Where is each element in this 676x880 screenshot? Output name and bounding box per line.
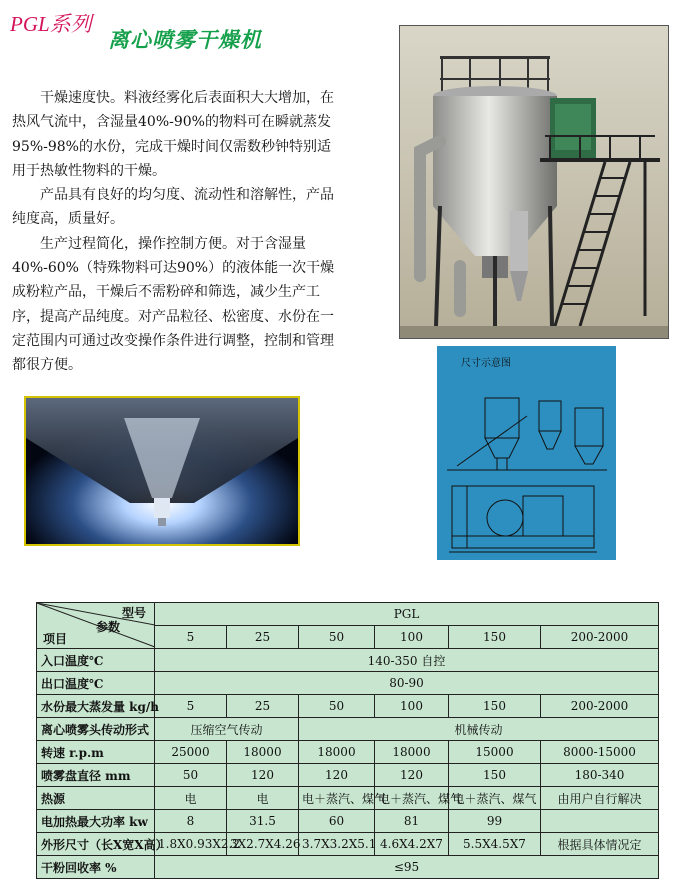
table-cell: 5: [155, 695, 227, 718]
diagram-title: 尺寸示意图: [461, 358, 511, 369]
description-paragraph: 干燥速度快。料液经雾化后表面积大大增加，在热风气流中，含湿量40%-90%的物料可在瞬就蒸发95%-98%的水份，完成干燥时间仅需数秒钟特别适用于热敏性物料的干燥。: [12, 90, 334, 179]
page-title: 离心喷雾干燥机: [108, 28, 262, 52]
table-cell: 99: [449, 810, 541, 833]
table-row: [37, 764, 659, 787]
table-cell: 50: [155, 764, 227, 787]
table-cell: 3X2.7X4.26: [227, 833, 299, 856]
model-header: 5: [155, 626, 227, 649]
table-row: [37, 856, 659, 879]
dryer-illustration: [400, 26, 668, 338]
dryer-equipment-photo: [399, 25, 669, 339]
table-cell: 120: [227, 764, 299, 787]
table-cell: 18000: [227, 741, 299, 764]
table-cell: 25000: [155, 741, 227, 764]
series-label: PGL系列: [10, 12, 92, 36]
model-header: 150: [449, 626, 541, 649]
series-header: PGL: [155, 603, 659, 626]
table-row: [37, 603, 659, 626]
table-cell: 4.6X4.2X7: [375, 833, 449, 856]
table-cell: 120: [299, 764, 375, 787]
spec-table: [36, 602, 659, 879]
table-cell: 50: [299, 695, 375, 718]
table-cell: 150: [449, 695, 541, 718]
table-row: [37, 649, 659, 672]
model-header: 100: [375, 626, 449, 649]
table-cell: 140-350 自控: [155, 649, 659, 672]
row-label: 热源: [37, 787, 155, 810]
row-label: 离心喷雾头传动形式: [37, 718, 155, 741]
table-row: [37, 672, 659, 695]
table-cell: 由用户自行解决: [541, 787, 659, 810]
description: [12, 86, 342, 378]
table-row: [37, 741, 659, 764]
table-cell: 120: [375, 764, 449, 787]
row-label: 出口温度℃: [37, 672, 155, 695]
table-cell: 100: [375, 695, 449, 718]
table-cell: 机械传动: [299, 718, 659, 741]
table-cell: 5.5X4.5X7: [449, 833, 541, 856]
row-label: 外形尺寸（长X宽X高）: [37, 833, 155, 856]
corner-model-label: 型号: [121, 606, 146, 620]
model-header: 200-2000: [541, 626, 659, 649]
model-header: 50: [299, 626, 375, 649]
row-label: 电加热最大功率 kw: [37, 810, 155, 833]
table-cell: 电＋蒸汽、煤气: [375, 787, 449, 810]
table-cell: 1.8X0.93X2.2: [155, 833, 227, 856]
table-cell: 15000: [449, 741, 541, 764]
description-paragraph: 生产过程简化，操作控制方便。对于含湿量40%-60%（特殊物料可达90%）的液体能一次干燥成粉粒产品，干燥后不需粉碎和筛选，减少生产工序，提高产品纯度。对产品粒径、松密度、水份在一定范围内可通过改变操作条件进行调整，控制和管理都很方便。: [12, 235, 335, 374]
table-cell: 电: [227, 787, 299, 810]
dimension-drawing: [437, 346, 616, 560]
table-cell: 18000: [299, 741, 375, 764]
table-row: [37, 787, 659, 810]
row-label: 入口温度℃: [37, 649, 155, 672]
table-cell: 3.7X3.2X5.1: [299, 833, 375, 856]
table-cell: 电: [155, 787, 227, 810]
corner-item-label: 项目: [43, 632, 68, 646]
model-header: 25: [227, 626, 299, 649]
row-label: 喷雾盘直径 mm: [37, 764, 155, 787]
table-cell: 60: [299, 810, 375, 833]
table-row: [37, 695, 659, 718]
table-cell: 180-340: [541, 764, 659, 787]
dimension-diagram: [437, 346, 616, 560]
table-cell: 25: [227, 695, 299, 718]
table-cell: 150: [449, 764, 541, 787]
spray-nozzle-photo: [24, 396, 300, 546]
table-cell: 8: [155, 810, 227, 833]
corner-param-label: 参数: [95, 620, 120, 634]
table-cell: 18000: [375, 741, 449, 764]
table-cell: ≤95: [155, 856, 659, 879]
table-cell: 80-90: [155, 672, 659, 695]
table-cell: 81: [375, 810, 449, 833]
row-label: 转速 r.p.m: [37, 741, 155, 764]
table-cell: 8000-15000: [541, 741, 659, 764]
table-cell: 200-2000: [541, 695, 659, 718]
table-row: [37, 810, 659, 833]
table-cell: 压缩空气传动: [155, 718, 299, 741]
corner-header: [37, 603, 155, 649]
spray-illustration: [26, 398, 298, 544]
row-label: 水份最大蒸发量 kg/h: [37, 695, 155, 718]
table-cell: [541, 810, 659, 833]
table-cell: 31.5: [227, 810, 299, 833]
row-label: 干粉回收率 %: [37, 856, 155, 879]
table-cell: 根据具体情况定: [541, 833, 659, 856]
table-cell: 电＋蒸汽、煤气: [449, 787, 541, 810]
table-cell: 电＋蒸汽、煤气: [299, 787, 375, 810]
description-paragraph: 产品具有良好的均匀度、流动性和溶解性，产品纯度高，质量好。: [12, 187, 334, 228]
table-row: [37, 718, 659, 741]
table-row: [37, 833, 659, 856]
